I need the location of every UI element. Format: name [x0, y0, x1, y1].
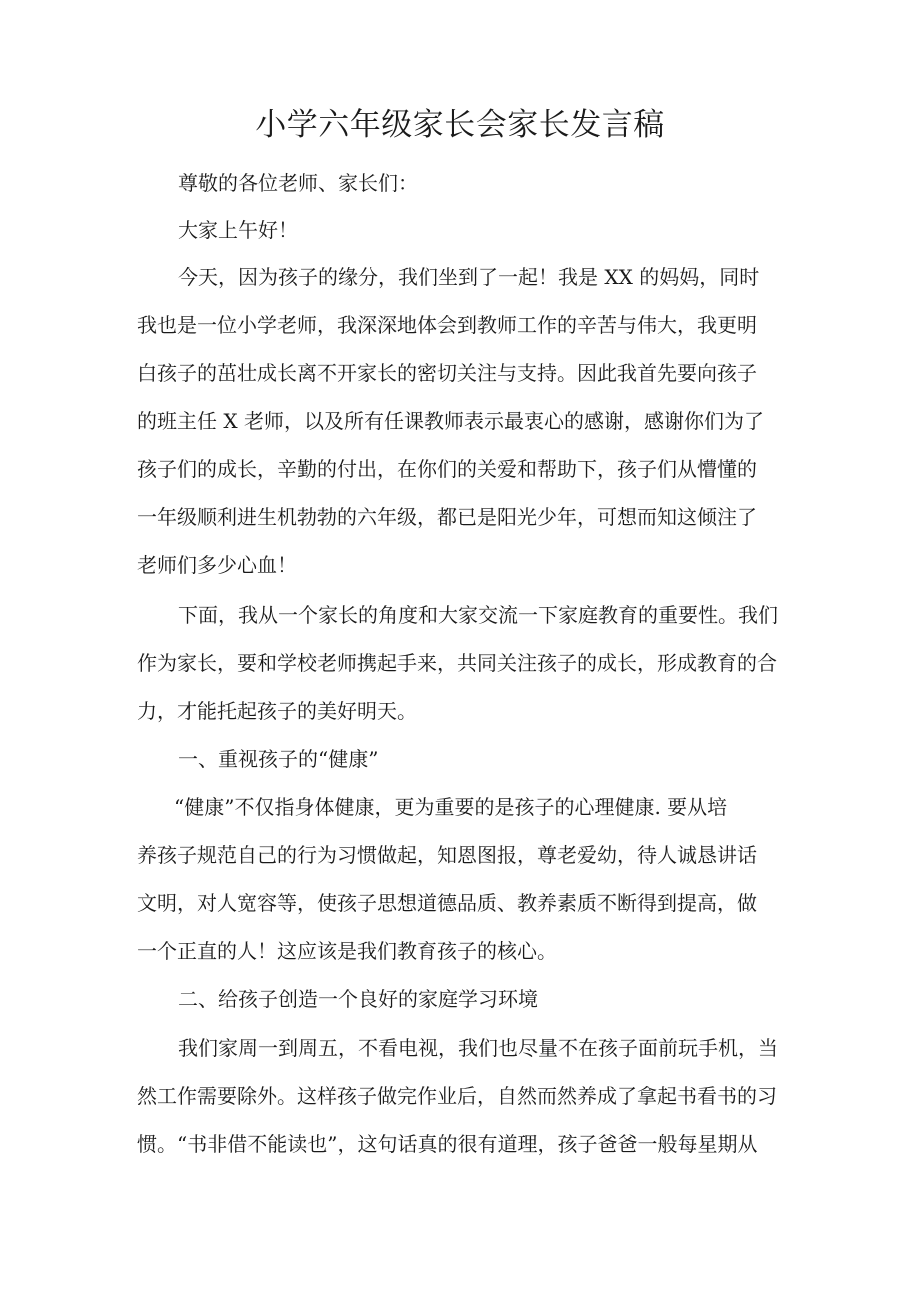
text-line: 惯。“书非借不能读也”，这句话真的很有道理，孩子爸爸一般每星期从 — [137, 1132, 758, 1156]
text-line: 作为家长，要和学校老师携起手来，共同关注孩子的成长，形成教育的合 — [137, 651, 777, 675]
section-heading: 二、给孩子创造一个良好的家庭学习环境 — [178, 987, 538, 1011]
text-line: 养孩子规范自己的行为习惯做起，知恩图报，尊老爱幼，待人诚恳讲话 — [137, 843, 757, 867]
text-line: 一个正直的人！这应该是我们教育孩子的核心。 — [137, 939, 557, 963]
text-line: 然工作需要除外。这样孩子做完作业后，自然而然养成了拿起书看书的习 — [137, 1084, 777, 1108]
text-line: 我也是一位小学老师，我深深地体会到教师工作的辛苦与伟大，我更明 — [137, 313, 757, 337]
text-line: 下面，我从一个家长的角度和大家交流一下家庭教育的重要性。我们 — [178, 603, 778, 627]
text-line: 我们家周一到周五，不看电视，我们也尽量不在孩子面前玩手机，当 — [178, 1036, 778, 1060]
text-line: “健康”不仅指身体健康，更为重要的是孩子的心理健康. 要从培 — [174, 795, 728, 819]
text-line: 白孩子的茁壮成长离不开家长的密切关注与支持。因此我首先要向孩子 — [137, 361, 757, 385]
text-line: 今天，因为孩子的缘分，我们坐到了一起！我是 XX 的妈妈，同时 — [178, 265, 760, 289]
text-line: 老师们多少心血！ — [137, 553, 297, 577]
text-line: 力，才能托起孩子的美好明天。 — [137, 699, 417, 723]
text-line: 大家上午好！ — [178, 218, 298, 242]
section-heading: 一、重视孩子的“健康” — [178, 747, 379, 771]
text-line: 一年级顺利进生机勃勃的六年级，都已是阳光少年，可想而知这倾注了 — [137, 505, 757, 529]
text-line: 文明，对人宽容等，使孩子思想道德品质、教养素质不断得到提高，做 — [137, 891, 757, 915]
document-title: 小学六年级家长会家长发言稿 — [255, 107, 665, 143]
text-line: 尊敬的各位老师、家长们： — [178, 171, 418, 195]
text-line: 孩子们的成长，辛勤的付出，在你们的关爱和帮助下，孩子们从懵懂的 — [137, 457, 757, 481]
text-line: 的班主任 X 老师，以及所有任课教师表示最衷心的感谢，感谢你们为了 — [137, 409, 764, 433]
